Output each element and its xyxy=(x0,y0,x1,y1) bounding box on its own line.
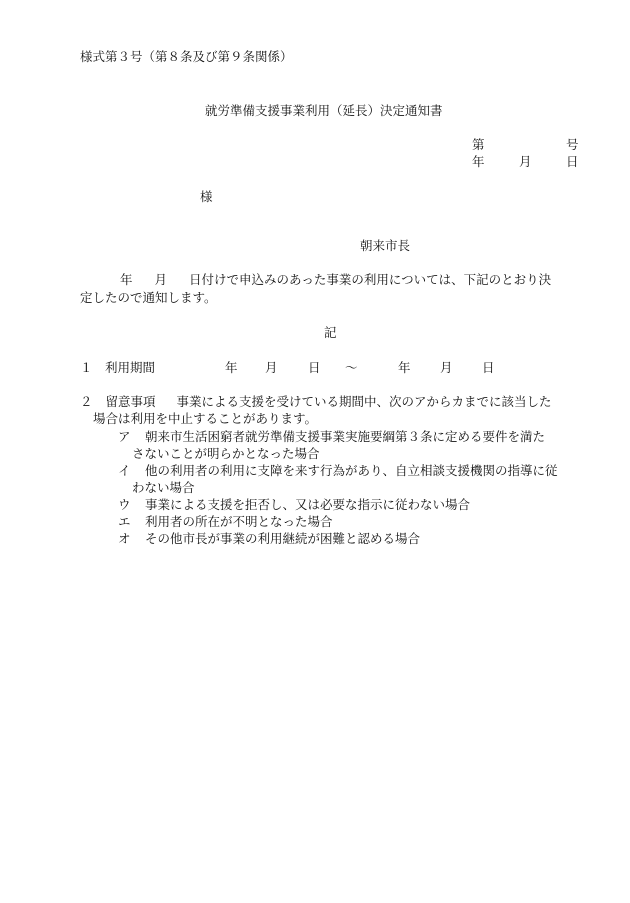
item-1-number: １ xyxy=(80,360,93,375)
end-year: 年 xyxy=(398,360,411,375)
date-year: 年 xyxy=(472,154,485,169)
ki-heading: 記 xyxy=(324,325,337,340)
subitem-text: その他市長が事業の利用継続が困難と認める場合 xyxy=(145,531,421,546)
body-text: 日付けで申込みのあった事業の利用については、下記のとおり決 xyxy=(189,272,552,287)
form-label: 様式第３号（第８条及び第９条関係） xyxy=(80,49,293,64)
issuer: 朝来市長 xyxy=(360,238,411,253)
subitem-text: 他の利用者の利用に支障を来す行為があり、自立相談支援機関の指導に従 xyxy=(145,463,558,478)
item-1-usage-period xyxy=(80,360,600,378)
item-2-text: 事業による支援を受けている期間中、次のアからカまでに該当した xyxy=(176,394,552,409)
number-suffix: 号 xyxy=(566,137,579,152)
body-text-line1 xyxy=(80,272,585,287)
start-year: 年 xyxy=(225,360,238,375)
body-year: 年 xyxy=(120,272,133,287)
end-day: 日 xyxy=(482,360,495,375)
start-day: 日 xyxy=(308,360,321,375)
item-2-notes xyxy=(80,394,552,409)
item-2-number: ２ xyxy=(80,394,93,409)
document-title: 就労準備支援事業利用（延長）決定通知書 xyxy=(205,103,443,118)
date-month: 月 xyxy=(519,154,532,169)
subitem-mark: イ xyxy=(118,463,131,478)
subitem-mark: ウ xyxy=(118,497,131,512)
subitem-mark: ア xyxy=(118,429,131,444)
subitem-text: 事業による支援を拒否し、又は必要な指示に従わない場合 xyxy=(145,497,471,512)
addressee-suffix: 様 xyxy=(200,189,213,204)
subitem-mark: オ xyxy=(118,531,131,546)
item-2-text-line2: 場合は利用を中止することがあります。 xyxy=(93,411,318,426)
date-day: 日 xyxy=(566,154,579,169)
subitem-mark: エ xyxy=(118,514,131,529)
end-month: 月 xyxy=(440,360,453,375)
subitem-text: 朝来市生活困窮者就労準備支援事業実施要綱第３条に定める要件を満た xyxy=(145,429,546,444)
body-text-line2: 定したので通知します。 xyxy=(80,290,217,305)
subitem-text: 利用者の所在が不明となった場合 xyxy=(145,514,333,529)
item-1-label: 利用期間 xyxy=(105,360,156,375)
tilde: ～ xyxy=(345,360,358,375)
subitem-text-cont: わない場合 xyxy=(132,480,195,495)
start-month: 月 xyxy=(265,360,278,375)
body-month: 月 xyxy=(154,272,168,287)
subitem-text-cont: さないことが明らかとなった場合 xyxy=(132,446,320,461)
number-prefix: 第 xyxy=(472,137,485,152)
item-2-label: 留意事項 xyxy=(105,394,156,409)
